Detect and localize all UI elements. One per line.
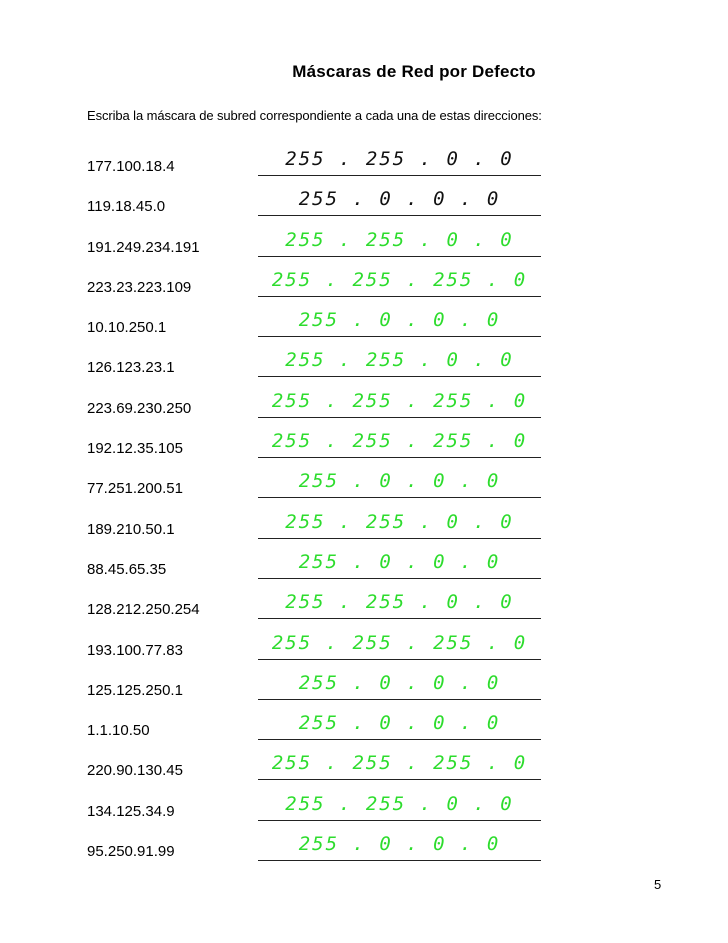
page-number: 5 [654, 877, 662, 892]
subnet-mask-answer: 255 . 0 . 0 . 0 [298, 671, 501, 694]
exercise-row [0, 349, 728, 389]
ip-address: 77.251.200.51 [87, 480, 183, 498]
exercise-row [0, 833, 728, 873]
answer-line [258, 336, 541, 337]
page-title: Máscaras de Red por Defecto [292, 62, 536, 81]
answer-line [258, 256, 541, 257]
ip-address: 119.18.45.0 [87, 198, 166, 216]
ip-address: 193.100.77.83 [87, 641, 183, 659]
exercise-row [0, 269, 728, 309]
ip-address: 177.100.18.4 [87, 158, 175, 175]
subnet-mask-answer: 255 . 255 . 0 . 0 [285, 228, 514, 251]
ip-address: 125.125.250.1 [87, 681, 183, 699]
ip-address: 220.90.130.45 [87, 762, 183, 780]
subnet-mask-answer: 255 . 255 . 0 . 0 [285, 349, 514, 372]
subnet-mask-answer: 255 . 255 . 0 . 0 [285, 148, 514, 170]
subnet-mask-answer: 255 . 0 . 0 . 0 [298, 550, 501, 573]
exercise-row [0, 672, 728, 712]
exercise-row [0, 470, 728, 510]
answer-line [258, 699, 541, 700]
ip-address: 128.212.250.254 [87, 601, 200, 619]
exercise-row [0, 188, 728, 228]
exercise-row [0, 712, 728, 752]
subnet-mask-answer: 255 . 255 . 255 . 0 [271, 631, 528, 654]
exercise-row [0, 309, 728, 349]
exercise-row [0, 632, 728, 672]
ip-address: 134.125.34.9 [87, 802, 175, 820]
exercise-row [0, 591, 728, 631]
exercise-row [0, 551, 728, 591]
answer-line [258, 417, 541, 418]
subnet-mask-answer: 255 . 255 . 0 . 0 [285, 510, 514, 533]
subnet-mask-answer: 255 . 255 . 0 . 0 [285, 792, 514, 815]
ip-address: 10.10.250.1 [87, 319, 167, 337]
ip-address: 88.45.65.35 [87, 560, 167, 578]
answer-line [258, 578, 541, 579]
instructions-text: Escriba la máscara de subred correspondiente a cada una de estas direcciones: [87, 108, 542, 123]
answer-line [258, 739, 541, 740]
answer-line [258, 376, 541, 377]
ip-address: 191.249.234.191 [87, 238, 200, 256]
answer-line [258, 538, 541, 539]
answer-line [258, 296, 541, 297]
answer-line [258, 618, 541, 619]
subnet-mask-answer: 255 . 255 . 255 . 0 [271, 430, 528, 453]
subnet-mask-answer: 255 . 255 . 255 . 0 [271, 268, 528, 291]
ip-address: 126.123.23.1 [87, 359, 175, 377]
ip-address: 189.210.50.1 [87, 520, 175, 538]
answer-line [258, 820, 541, 821]
subnet-mask-answer: 255 . 255 . 0 . 0 [285, 591, 514, 614]
subnet-mask-answer: 255 . 0 . 0 . 0 [298, 309, 501, 332]
subnet-mask-answer: 255 . 0 . 0 . 0 [298, 188, 501, 211]
ip-address: 223.69.230.250 [87, 399, 192, 417]
ip-address: 223.23.223.109 [87, 278, 192, 296]
answer-line [258, 860, 541, 861]
answer-line [258, 175, 541, 176]
subnet-mask-answer: 255 . 0 . 0 . 0 [298, 470, 501, 493]
ip-address: 192.12.35.105 [87, 440, 183, 458]
exercise-row [0, 229, 728, 269]
answer-line [258, 659, 541, 660]
answer-line [258, 779, 541, 780]
exercise-row [0, 511, 728, 551]
exercise-row [0, 752, 728, 792]
answer-line [258, 497, 541, 498]
subnet-mask-answer: 255 . 255 . 255 . 0 [271, 389, 528, 412]
subnet-mask-answer: 255 . 0 . 0 . 0 [298, 712, 501, 735]
exercise-row [0, 390, 728, 430]
exercise-list [0, 148, 728, 873]
exercise-row [0, 430, 728, 470]
exercise-row [0, 148, 728, 188]
subnet-mask-answer: 255 . 255 . 255 . 0 [271, 752, 528, 775]
ip-address: 95.250.91.99 [87, 843, 175, 861]
answer-line [258, 215, 541, 216]
answer-line [258, 457, 541, 458]
exercise-row [0, 793, 728, 833]
subnet-mask-answer: 255 . 0 . 0 . 0 [298, 833, 501, 856]
ip-address: 1.1.10.50 [87, 722, 150, 740]
